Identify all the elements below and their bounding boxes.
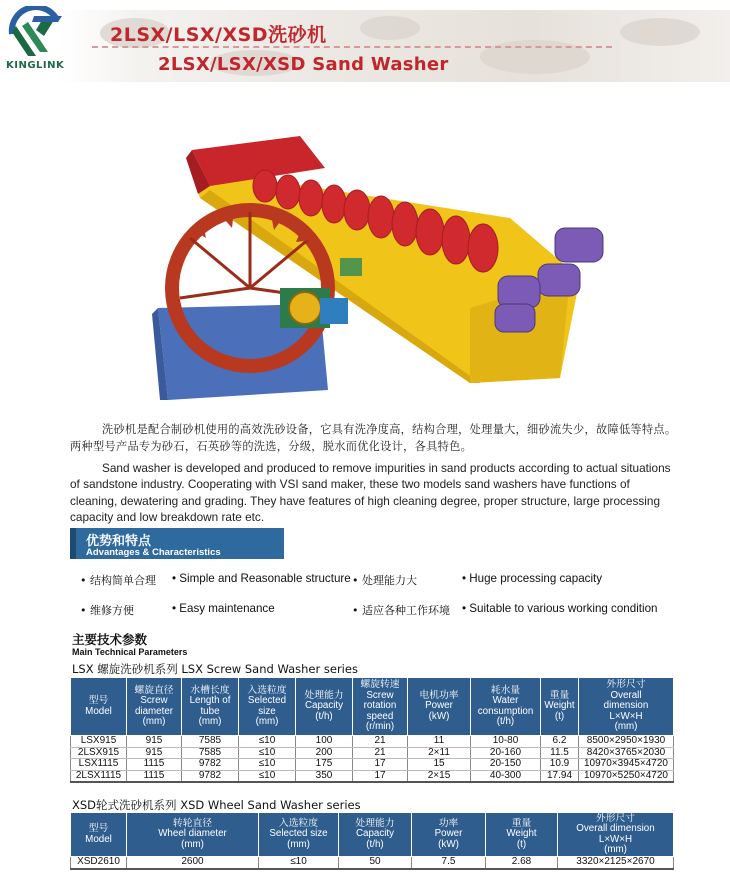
xsd-table-cell: 7.5 (412, 857, 486, 869)
xsd-table-cell: XSD2610 (71, 857, 127, 869)
xsd-params-table (70, 812, 674, 870)
feature-label-en: Simple and Reasonable structure (179, 572, 351, 585)
xsd-table-cell: 2600 (127, 857, 259, 869)
lsx-series-caption: LSX 螺旋洗砂机系列 LSX Screw Sand Washer series (72, 662, 358, 676)
params-title-cn: 主要技术参数 (72, 632, 148, 647)
xsd-header-cell: 处理能力 Capacity (t/h) (339, 813, 412, 857)
page-header (0, 0, 730, 96)
lsx-table-cell: 1115 (127, 759, 182, 771)
xsd-header-cell: 功率 Power (kW) (412, 813, 486, 857)
feature-item: • Simple and Reasonable structure (172, 572, 351, 585)
lsx-table-cell: 915 (127, 736, 182, 748)
lsx-table-cell: LSX915 (71, 736, 127, 748)
feature-item: • 维修方便 (80, 604, 134, 617)
lsx-table-cell: 11.5 (541, 747, 579, 759)
xsd-header-cell: 重量 Weight (t) (486, 813, 558, 857)
sand-washer-illustration (150, 128, 640, 408)
lsx-header-cell: 螺旋直径 Screw diameter (mm) (127, 678, 182, 736)
lsx-table-cell: 15 (408, 759, 471, 771)
feature-label-cn: 维修方便 (90, 604, 134, 617)
lsx-table-cell: 10.9 (541, 759, 579, 771)
xsd-header-cell: 入选粒度 Selected size (mm) (259, 813, 339, 857)
lsx-table-cell: ≤10 (239, 759, 296, 771)
feature-item: • 结构简单合理 (80, 574, 156, 587)
lsx-table-cell: 7585 (182, 736, 239, 748)
lsx-table-cell: 17 (353, 770, 408, 782)
lsx-params-table (70, 677, 674, 783)
lsx-table-cell: 2LSX1115 (71, 770, 127, 782)
lsx-table-cell: 9782 (182, 759, 239, 771)
lsx-table-cell: 10970×5250×4720 (579, 770, 674, 782)
feature-label-cn: 结构简单合理 (90, 574, 156, 587)
advantages-title-en: Advantages & Characteristics (86, 547, 221, 558)
page-title-en: 2LSX/LSX/XSD Sand Washer (158, 54, 449, 75)
xsd-header-cell: 型号 Model (71, 813, 127, 857)
lsx-table-cell: ≤10 (239, 770, 296, 782)
lsx-header-cell: 处理能力 Capacity (t/h) (296, 678, 353, 736)
lsx-header-cell: 型号 Model (71, 678, 127, 736)
logo-text: KINGLINK (6, 60, 65, 71)
feature-label-en: Huge processing capacity (469, 572, 603, 585)
description-en: Sand washer is developed and produced to remove impurities in sand products according to actual situations of sandstone industry. Cooperating with VSI sand maker, these two models sand washers have functions of cleaning, dewatering and grading. They have features of high cleaning degree, proper structure, large processing capacity and low breakdown rate etc. (70, 461, 671, 525)
xsd-table-cell: ≤10 (259, 857, 339, 869)
xsd-table-cell: 2.68 (486, 857, 558, 869)
feature-item: • Huge processing capacity (462, 572, 603, 585)
lsx-table-cell: 11 (408, 736, 471, 748)
lsx-table-cell: 2LSX915 (71, 747, 127, 759)
lsx-table-row (71, 770, 674, 782)
lsx-table-cell: 7585 (182, 747, 239, 759)
xsd-series-caption: XSD轮式洗砂机系列 XSD Wheel Sand Washer series (72, 798, 361, 812)
advantages-title-cn: 优势和特点 (86, 534, 152, 549)
lsx-table-cell: 17.94 (541, 770, 579, 782)
feature-label-en: Suitable to various working condition (469, 602, 658, 615)
lsx-table-cell: 175 (296, 759, 353, 771)
feature-item: • Easy maintenance (172, 602, 275, 615)
lsx-table-row (71, 747, 674, 759)
description-cn: 洗砂机是配合制砂机使用的高效洗砂设备，它具有洗净度高，结构合理，处理量大，细砂流失少，故障低等特点。两种型号产品专为砂石，石英砂等的洗选，分级，脱水而优化设计，各具特色。 (70, 423, 677, 453)
lsx-table-row (71, 759, 674, 771)
feature-item: • 处理能力大 (352, 574, 417, 587)
lsx-table-cell: 1115 (127, 770, 182, 782)
lsx-header-cell: 螺旋转速 Screw rotation speed (r/min) (353, 678, 408, 736)
xsd-header-cell: 外形尺寸 Overall dimension L×W×H (mm) (558, 813, 674, 857)
lsx-table-cell: ≤10 (239, 736, 296, 748)
lsx-table-cell: 17 (353, 759, 408, 771)
xsd-table-cell: 3320×2125×2670 (558, 857, 674, 869)
feature-label-cn: 处理能力大 (362, 574, 417, 587)
lsx-table-cell: 20-160 (471, 747, 541, 759)
lsx-table-cell: 20-150 (471, 759, 541, 771)
lsx-header-cell: 重量 Weight (t) (541, 678, 579, 736)
feature-item: • Suitable to various working condition (462, 602, 658, 615)
lsx-header-cell: 外形尺寸 Overall dimension L×W×H (mm) (579, 678, 674, 736)
lsx-table-cell: 8420×3765×2030 (579, 747, 674, 759)
lsx-table-cell: 100 (296, 736, 353, 748)
page-title-cn: 2LSX/LSX/XSD洗砂机 (110, 24, 327, 46)
lsx-table-cell: 8500×2950×1930 (579, 736, 674, 748)
feature-label-cn: 适应各种工作环境 (362, 604, 450, 617)
lsx-header-cell: 水槽长度 Length of tube (mm) (182, 678, 239, 736)
lsx-table-cell: 915 (127, 747, 182, 759)
lsx-table-cell: 10970×3945×4720 (579, 759, 674, 771)
lsx-table-cell: 9782 (182, 770, 239, 782)
lsx-table-cell: 21 (353, 747, 408, 759)
xsd-header-row (71, 813, 674, 857)
lsx-table-cell: LSX1115 (71, 759, 127, 771)
params-title-en: Main Technical Parameters (72, 647, 188, 657)
xsd-header-cell: 转轮直径 Wheel diameter (mm) (127, 813, 259, 857)
lsx-table-cell: 200 (296, 747, 353, 759)
lsx-header-cell: 入选粒度 Selected size (mm) (239, 678, 296, 736)
lsx-table-cell: 40-300 (471, 770, 541, 782)
lsx-table-cell: 2×15 (408, 770, 471, 782)
xsd-table-row (71, 857, 674, 869)
lsx-header-cell: 电机功率 Power (kW) (408, 678, 471, 736)
title-divider (92, 46, 612, 48)
feature-label-en: Easy maintenance (179, 602, 275, 615)
lsx-header-row (71, 678, 674, 736)
feature-item: • 适应各种工作环境 (352, 604, 450, 617)
lsx-table-cell: 350 (296, 770, 353, 782)
xsd-table-cell: 50 (339, 857, 412, 869)
lsx-table-cell: 10-80 (471, 736, 541, 748)
lsx-table-cell: 21 (353, 736, 408, 748)
lsx-table-cell: ≤10 (239, 747, 296, 759)
lsx-table-cell: 6.2 (541, 736, 579, 748)
lsx-table-row (71, 736, 674, 748)
lsx-table-cell: 2×11 (408, 747, 471, 759)
lsx-header-cell: 耗水量 Water consumption (t/h) (471, 678, 541, 736)
